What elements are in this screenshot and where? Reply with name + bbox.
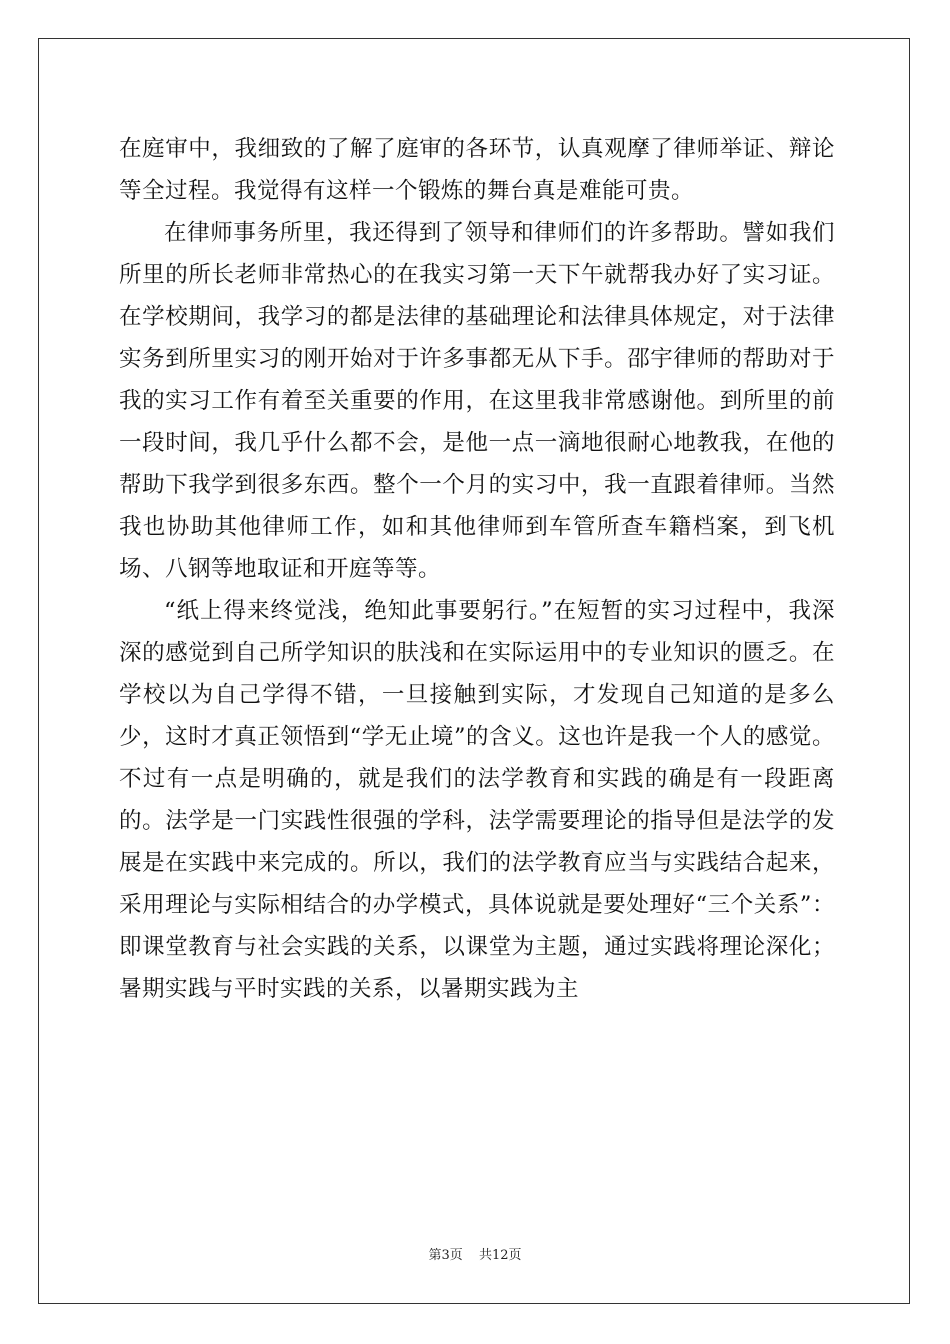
document-body: [119, 128, 835, 1010]
paragraph-1: 在庭审中，我细致的了解了庭审的各环节，认真观摩了律师举证、辩论等全过程。我觉得有这样一个锻炼的舞台真是难能可贵。: [119, 136, 835, 204]
paragraph-2: 在律师事务所里，我还得到了领导和律师们的许多帮助。譬如我们所里的所长老师非常热心的在我实习第一天下午就帮我办好了实习证。在学校期间，我学习的都是法律的基础理论和法律具体规定，对于法律实务到所里实习的刚开始对于许多事都无从下手。邵宇律师的帮助对于我的实习工作有着至关重要的作用，在这里我非常感谢他。到所里的前一段时间，我几乎什么都不会，是他一点一滴地很耐心地教我，在他的帮助下我学到很多东西。整个一个月的实习中，我一直跟着律师。当然我也协助其他律师工作，如和其他律师到车管所查车籍档案，到飞机场、八钢等地取证和开庭等等。: [119, 220, 835, 582]
page-number: 第3页: [428, 1248, 463, 1263]
paragraph-3: “纸上得来终觉浅，绝知此事要躬行。”在短暂的实习过程中，我深深的感觉到自己所学知识的肤浅和在实际运用中的专业知识的匮乏。在学校以为自己学得不错，一旦接触到实际，才发现自己知道的是多么少，这时才真正领悟到“学无止境”的含义。这也许是我一个人的感觉。不过有一点是明确的，就是我们的法学教育和实践的确是有一段距离的。法学是一门实践性很强的学科，法学需要理论的指导但是法学的发展是在实践中来完成的。所以，我们的法学教育应当与实践结合起来，采用理论与实际相结合的办学模式，具体说就是要处理好“三个关系”：即课堂教育与社会实践的关系，以课堂为主题，通过实践将理论深化；暑期实践与平时实践的关系，以暑期实践为主: [119, 598, 835, 1002]
page-total: 共12页: [478, 1248, 522, 1263]
page-footer: [0, 1244, 950, 1263]
